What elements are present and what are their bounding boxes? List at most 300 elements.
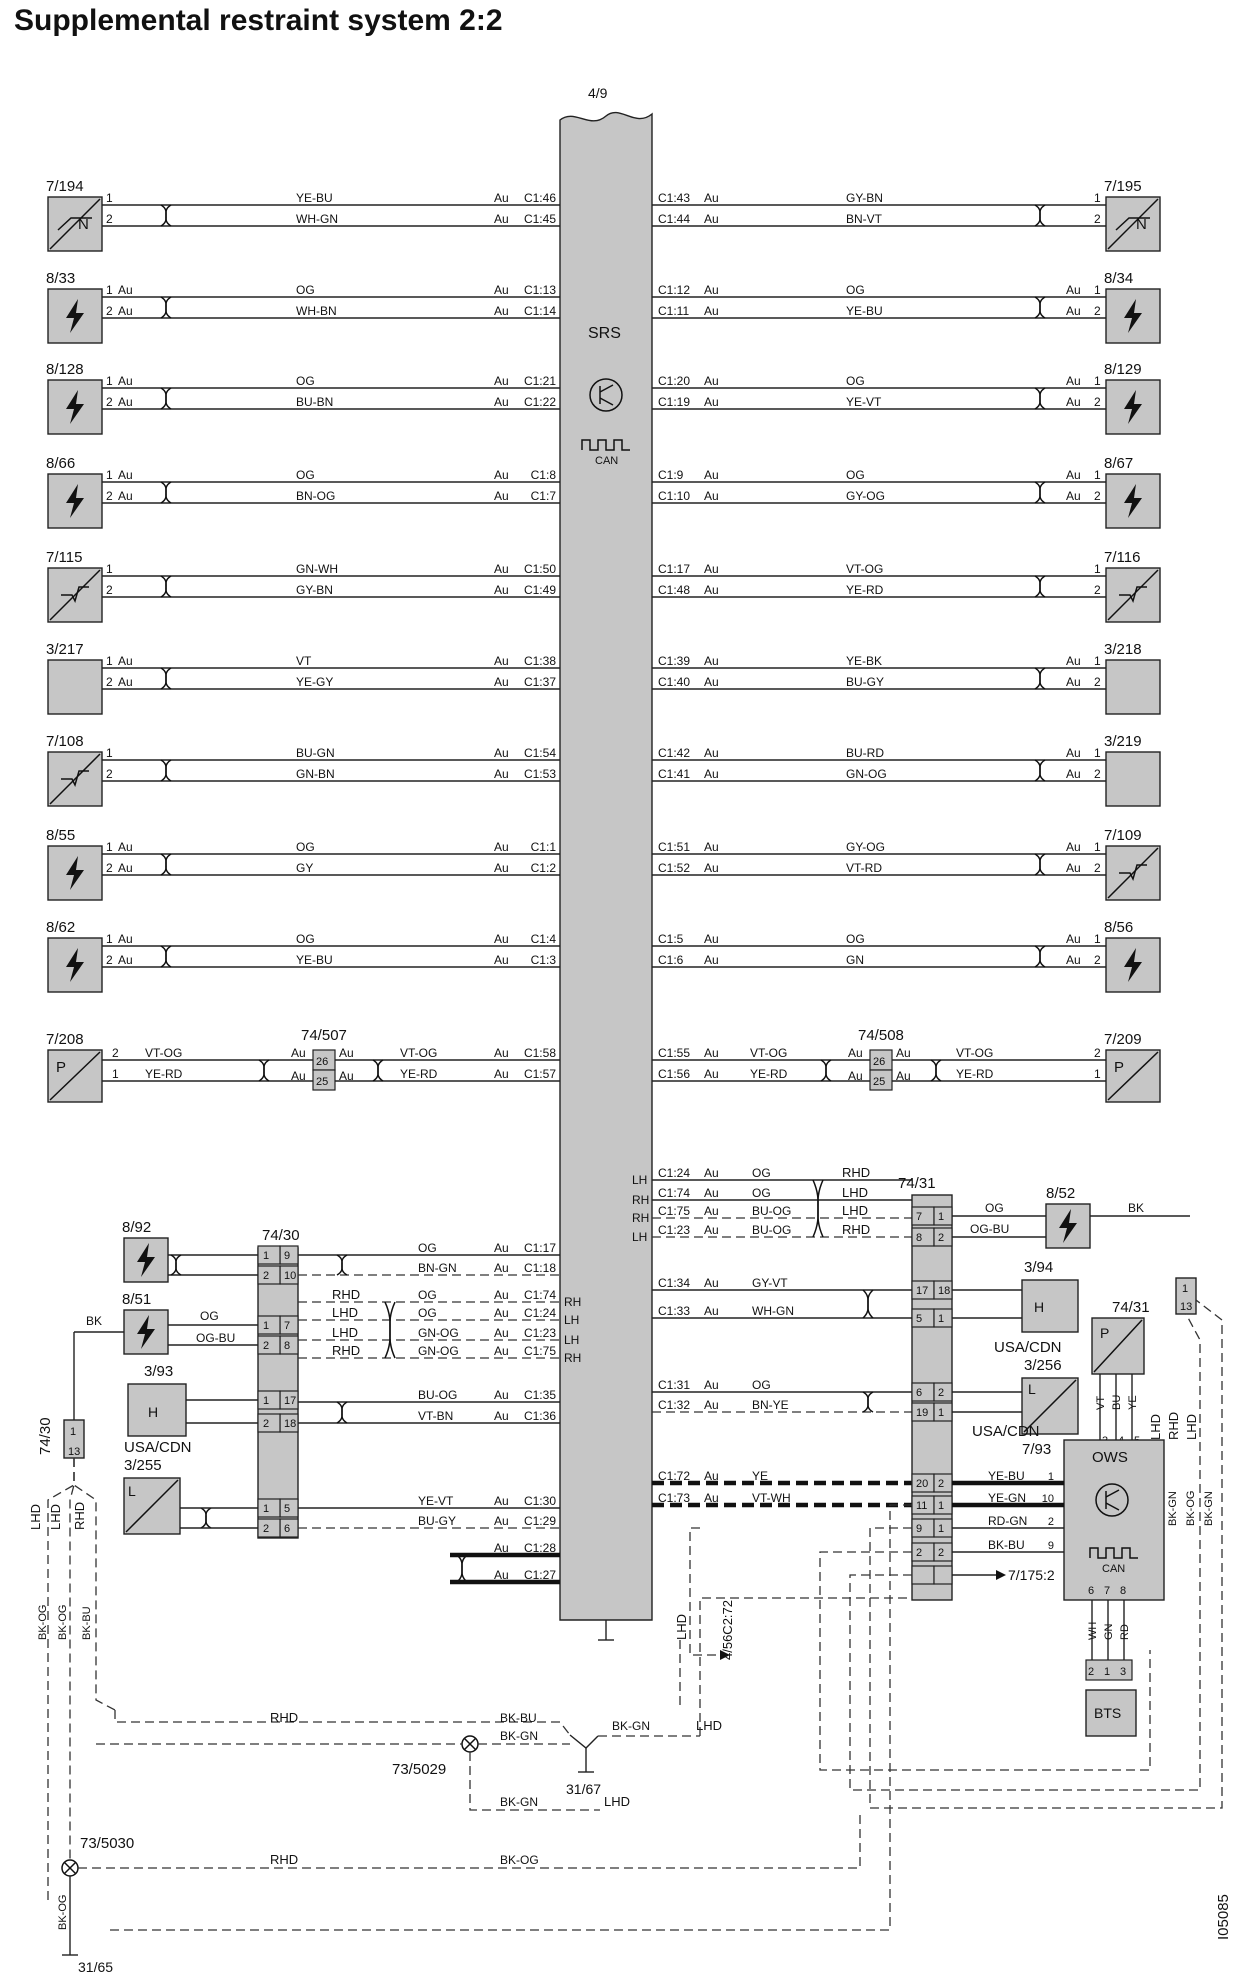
wire-color: OG [418,1288,437,1302]
wire-color: YE-RD [400,1067,438,1081]
wire-color: VT-OG [956,1046,994,1060]
connector-pin-number: 1 [938,1313,945,1325]
wire-color: OG [846,468,865,482]
twist-marker [385,1302,395,1358]
connector-pin-number: 5 [916,1313,923,1325]
module-pin: C1:43 [658,191,691,205]
wire-color: BK-GN [500,1795,539,1809]
wire-color: OG-BU [196,1331,236,1345]
module-pin: C1:9 [658,468,684,482]
pin-number: 1 [106,374,113,388]
connector-pin-number: 8 [1120,1585,1127,1597]
module-pin: C1:53 [523,767,556,781]
wire-color: YE-BU [296,953,333,967]
page-title: Supplemental restraint system 2:2 [14,4,503,37]
pin-number: 1 [106,746,113,760]
wire-color: OG [418,1306,437,1320]
wire-color: VT-RD [846,861,882,875]
ground-switch [570,1735,598,1748]
au-label: Au [1066,283,1081,297]
connector-pin-number: 2 [263,1523,270,1535]
au-label: Au [704,283,719,297]
wire-color: VT [296,654,312,668]
side-tag: RH [564,1295,582,1309]
au-label: Au [704,767,719,781]
wire-color: BN-VT [846,212,882,226]
au-label: Au [704,1186,719,1200]
wire-color: GY-BN [846,191,883,205]
pin-number: 2 [1047,1516,1054,1528]
wire-color: BU-RD [846,746,884,760]
au-label: Au [704,1223,719,1237]
connector-pin-number: 6 [1088,1585,1095,1597]
connector-pin-number: 1 [263,1395,270,1407]
module-pin: C1:48 [658,583,691,597]
wire-color: GY-OG [846,840,885,854]
au-label: Au [291,1046,306,1060]
module-pin: C1:52 [658,861,691,875]
au-label: Au [118,283,133,297]
ground-wire [78,1810,860,1868]
ground-ref: 73/5029 [392,1761,447,1778]
connector-pin-number: 26 [316,1056,329,1068]
au-label: Au [704,861,719,875]
module-pin: C1:44 [658,212,691,226]
pressure-sensor-letter: P [56,1059,67,1076]
ground-ref: 31/67 [566,1781,602,1797]
au-label: Au [118,840,133,854]
au-label: Au [494,1494,509,1508]
au-label: Au [1066,746,1081,760]
module-pin: C1:75 [658,1204,691,1218]
twist-marker [1035,205,1045,226]
connector-pin-number: 8 [916,1232,923,1244]
au-label: Au [704,304,719,318]
arrow-icon [996,1570,1006,1580]
wire-color: OG [296,932,315,946]
connector-pin-number: 5 [284,1503,291,1515]
region-label: LHD [842,1185,869,1200]
au-label: Au [704,489,719,503]
au-label: Au [494,283,509,297]
bts-label: BTS [1094,1705,1122,1721]
pin-number: 2 [106,583,113,597]
wire-color: BK [86,1314,103,1328]
module-pin: C1:4 [530,932,556,946]
wire-color: OG [846,932,865,946]
twist-marker [161,946,171,967]
module-pin: C1:51 [658,840,691,854]
module-pin: C1:11 [658,304,690,318]
module-pin: C1:40 [658,675,691,689]
component-ref: 7/208 [46,1031,84,1048]
au-label: Au [494,861,509,875]
au-label: Au [1066,840,1081,854]
wire-color: GY [296,861,314,875]
au-label: Au [291,1069,306,1083]
connector-ref: 74/507 [301,1027,347,1044]
au-label: Au [118,654,133,668]
connector-pin-number: 1 [263,1250,270,1262]
wire-color: OG [296,468,315,482]
wire-color: VT [1095,1395,1107,1410]
module-pin: C1:73 [658,1491,691,1505]
hall-sensor-letter: H [1034,1299,1045,1315]
connector-pin-number: 18 [284,1418,297,1430]
twist-marker [863,1392,873,1412]
component-ref: 7/194 [46,178,84,195]
hall-sensor-letter: H [148,1404,159,1420]
pin-number: 2 [106,767,113,781]
twist-marker [1035,576,1045,597]
connector-pin-number: 20 [916,1478,929,1490]
component-ref: 8/56 [1104,919,1134,936]
wire-color: VT-OG [846,562,884,576]
wire-color: YE-VT [846,395,882,409]
pressure-sensor-letter: P [1114,1059,1125,1076]
au-label: Au [494,932,509,946]
au-label: Au [1066,953,1081,967]
wire-color: BU-GY [846,675,885,689]
au-label: Au [494,1344,509,1358]
au-label: Au [704,468,719,482]
module-pin: C1:2 [530,861,556,875]
twist-marker [201,1508,211,1528]
module-pin: C1:55 [658,1046,691,1060]
goto-label: 7/175:2 [1008,1567,1055,1583]
twist-marker [259,1060,269,1081]
connector-pin-number: 25 [316,1076,329,1088]
wire-color: GN-OG [418,1326,459,1340]
can-label: CAN [595,455,619,467]
module-pin: C1:37 [523,675,556,689]
region-label: RHD [332,1343,361,1358]
wire-color: BK-GN [1167,1491,1179,1526]
wire-color: WH-BN [296,304,337,318]
connector-pin-number: 9 [916,1523,923,1535]
au-label: Au [1066,489,1081,503]
wire-color: BK-GN [500,1729,539,1743]
pin-number: 1 [1094,932,1101,946]
connector-pin-number: 2 [938,1387,945,1399]
connector-pin-number: 2 [938,1478,945,1490]
au-label: Au [704,840,719,854]
connector-ref: 74/31 [898,1175,936,1192]
pin-number: 9 [1047,1540,1054,1552]
doc-id: I05085 [1215,1894,1232,1940]
side-tag: LH [564,1333,580,1347]
twist-marker [1035,946,1045,967]
au-label: Au [704,746,719,760]
twist-marker [1035,388,1045,409]
pin-number: 2 [1094,489,1101,503]
module-pin: C1:36 [523,1409,556,1423]
au-label: Au [704,191,719,205]
au-label: Au [494,304,509,318]
au-label: Au [1066,395,1081,409]
connector-pin-number: 1 [263,1503,270,1515]
au-label: Au [848,1046,863,1060]
au-label: Au [704,932,719,946]
pin-number: 1 [106,562,113,576]
wire-color: OG [752,1186,771,1200]
wire-color: YE-RD [846,583,884,597]
wire-color: WH [1087,1621,1099,1640]
module-pin: C1:28 [523,1541,556,1555]
wire-color: YE [1127,1395,1139,1410]
wire-color: BK-BU [500,1711,537,1725]
wire-color: OG [296,283,315,297]
twist-marker [161,205,171,226]
wire-color: VT-OG [400,1046,438,1060]
au-label: Au [494,468,509,482]
pin-number: 2 [1094,583,1101,597]
module-pin: C1:46 [523,191,556,205]
au-label: Au [494,1288,509,1302]
twist-marker [373,1060,383,1081]
twist-marker [1035,760,1045,781]
connector-pin-number: 1 [938,1500,945,1512]
component-ref: 8/92 [122,1219,152,1236]
region-label: LHD [28,1503,43,1530]
au-label: Au [704,562,719,576]
au-label: Au [704,1204,719,1218]
au-label: Au [494,1306,509,1320]
connector-ref: 74/508 [858,1027,904,1044]
component-ref: 8/129 [1104,361,1142,378]
component-ref: 3/256 [1024,1357,1062,1374]
wire-color: YE-RD [750,1067,788,1081]
au-label: Au [1066,675,1081,689]
au-label: Au [896,1046,911,1060]
twist-marker [161,668,171,689]
au-label: Au [118,395,133,409]
component-ref: 7/108 [46,733,84,750]
module-pin: C1:75 [523,1344,556,1358]
component-ref: 3/217 [46,641,84,658]
pin-number: 1 [1094,191,1101,205]
region-label: RHD [1166,1411,1181,1440]
connector-ref: 74/30 [37,1417,54,1455]
au-label: Au [494,395,509,409]
connector-pin-number: 26 [873,1056,886,1068]
module-pin: C1:12 [658,283,691,297]
wire-color: OG [752,1378,771,1392]
region-label: RHD [270,1710,299,1725]
au-label: Au [704,374,719,388]
module-pin: C1:18 [523,1261,556,1275]
au-label: Au [494,1541,509,1555]
can-label: CAN [1102,1563,1126,1575]
twist-marker [1035,668,1045,689]
module-pin: C1:34 [658,1276,691,1290]
component-ref: 8/34 [1104,270,1134,287]
pin-number: 1 [1094,1067,1101,1081]
module-pin: C1:13 [523,283,556,297]
wire-color: OG [200,1309,219,1323]
au-label: Au [704,1398,719,1412]
pin-number: 1 [1094,283,1101,297]
au-label: Au [494,767,509,781]
pin-number: 2 [106,304,113,318]
connector-pin-number: 7 [916,1211,923,1223]
region-label: LHD [696,1718,723,1733]
wire-color: OG [846,374,865,388]
module-pin: C1:1 [530,840,556,854]
region-label: USA/CDN [994,1339,1062,1356]
wire-color: BK-BU [988,1538,1025,1552]
au-label: Au [494,583,509,597]
twist-marker [161,388,171,409]
component-ref: 3/219 [1104,733,1142,750]
module-pin: C1:19 [658,395,691,409]
module-pin: C1:17 [523,1241,556,1255]
connector-pin-number: 1 [70,1426,77,1438]
pin-number: 1 [1047,1471,1054,1483]
wire-color: BN-GN [418,1261,457,1275]
pin-number: 2 [1094,304,1101,318]
connector-ref: 74/30 [262,1227,300,1244]
wire-color: BU-GY [418,1514,457,1528]
component-ref: 8/67 [1104,455,1134,472]
au-label: Au [494,675,509,689]
wire-color: OG [296,374,315,388]
pin-number: 1 [1094,374,1101,388]
component-ref: 8/52 [1046,1185,1076,1202]
au-label: Au [704,1304,719,1318]
connector-pin-number: 19 [916,1407,929,1419]
region-label: LHD [332,1325,359,1340]
module-pin: C1:14 [523,304,556,318]
connector-pin [934,1566,952,1584]
module-pin: C1:6 [658,953,684,967]
twist-marker [171,1255,181,1275]
au-label: Au [704,583,719,597]
wire-color: BU-OG [418,1388,458,1402]
hall-sensor-3-94 [1022,1280,1078,1332]
au-label: Au [339,1046,354,1060]
wire-color: BU [1111,1394,1123,1410]
au-label: Au [704,675,719,689]
region-label: LHD [604,1794,631,1809]
au-label: Au [1066,861,1081,875]
module-pin: C1:58 [523,1046,556,1060]
wire-color: BU-OG [752,1223,792,1237]
pin-number: 2 [1094,395,1101,409]
ground-ref: 31/65 [78,1959,114,1975]
module-pin: C1:10 [658,489,691,503]
region-label: LHD [332,1305,359,1320]
connector-pin-number: 11 [916,1500,928,1512]
pin-number: 1 [106,191,113,205]
connector-pin-number: 25 [873,1076,886,1088]
pin-number: 2 [106,395,113,409]
side-tag: LH [632,1173,648,1187]
wire-color: GY-BN [296,583,333,597]
region-label: USA/CDN [972,1423,1040,1440]
pin-number: 1 [106,283,113,297]
pin-number: 1 [1094,562,1101,576]
twist-marker [1035,297,1045,318]
connector-pin-number: 6 [916,1387,923,1399]
pin-number: 10 [1041,1493,1054,1505]
twist-marker [1035,854,1045,875]
component-ref: 8/55 [46,827,76,844]
connector-pin-number: 9 [284,1250,291,1262]
connector-pin-number: 8 [284,1340,291,1352]
pin-number: 1 [1094,840,1101,854]
wire-color: YE-GY [296,675,334,689]
wire-color: YE-GN [988,1491,1027,1505]
wire-color: YE-BU [988,1469,1025,1483]
module-pin: C1:3 [530,953,556,967]
au-label: Au [494,953,509,967]
module-pin: C1:74 [658,1186,691,1200]
connector-pin [912,1566,934,1584]
region-label: LHD [842,1203,869,1218]
au-label: Au [339,1069,354,1083]
goto-label: 4/56C2:72 [720,1600,735,1660]
module-pin: C1:17 [658,562,691,576]
au-label: Au [118,304,133,318]
connector-pin-number: 7 [1104,1585,1111,1597]
au-label: Au [704,1378,719,1392]
wire-color: VT-BN [418,1409,454,1423]
connector-ref: 74/31 [1112,1299,1150,1316]
wire-color: GN-WH [296,562,338,576]
au-label: Au [896,1069,911,1083]
connector-pin-number: 1 [1104,1666,1111,1678]
au-label: Au [1066,767,1081,781]
au-label: Au [494,191,509,205]
component-ref: 7/209 [1104,1031,1142,1048]
wire-color: OG [418,1241,437,1255]
twist-marker [161,576,171,597]
module-pin: C1:38 [523,654,556,668]
wire-color: GN-OG [846,767,887,781]
module-pin: C1:74 [523,1288,556,1302]
component-ref: 7/109 [1104,827,1142,844]
module-pin: C1:32 [658,1398,691,1412]
n-sensor-label: N [78,216,89,233]
wire-color: OG [296,840,315,854]
au-label: Au [494,1568,509,1582]
wire-color: BN-OG [296,489,336,503]
au-label: Au [848,1069,863,1083]
component-ref: 3/255 [124,1457,162,1474]
au-label: Au [494,1326,509,1340]
left-component-3-217 [48,660,102,714]
module-pin: C1:56 [658,1067,691,1081]
connector-pin-number: 2 [263,1270,270,1282]
pin-number: 1 [106,840,113,854]
au-label: Au [494,746,509,760]
wire-color: BK-BU [81,1606,93,1640]
au-label: Au [118,861,133,875]
wire-color: BK-OG [1185,1490,1197,1526]
twist-marker [863,1290,873,1318]
twist-marker [161,760,171,781]
au-label: Au [494,1241,509,1255]
component-ref: 7/116 [1104,549,1141,566]
component-ref: 8/51 [122,1291,152,1308]
component-ref: 3/218 [1104,641,1142,658]
twist-marker [931,1060,941,1081]
au-label: Au [494,489,509,503]
wire-color: BK-GN [1203,1491,1215,1526]
au-label: Au [494,1261,509,1275]
ground-wire [74,1458,115,1710]
